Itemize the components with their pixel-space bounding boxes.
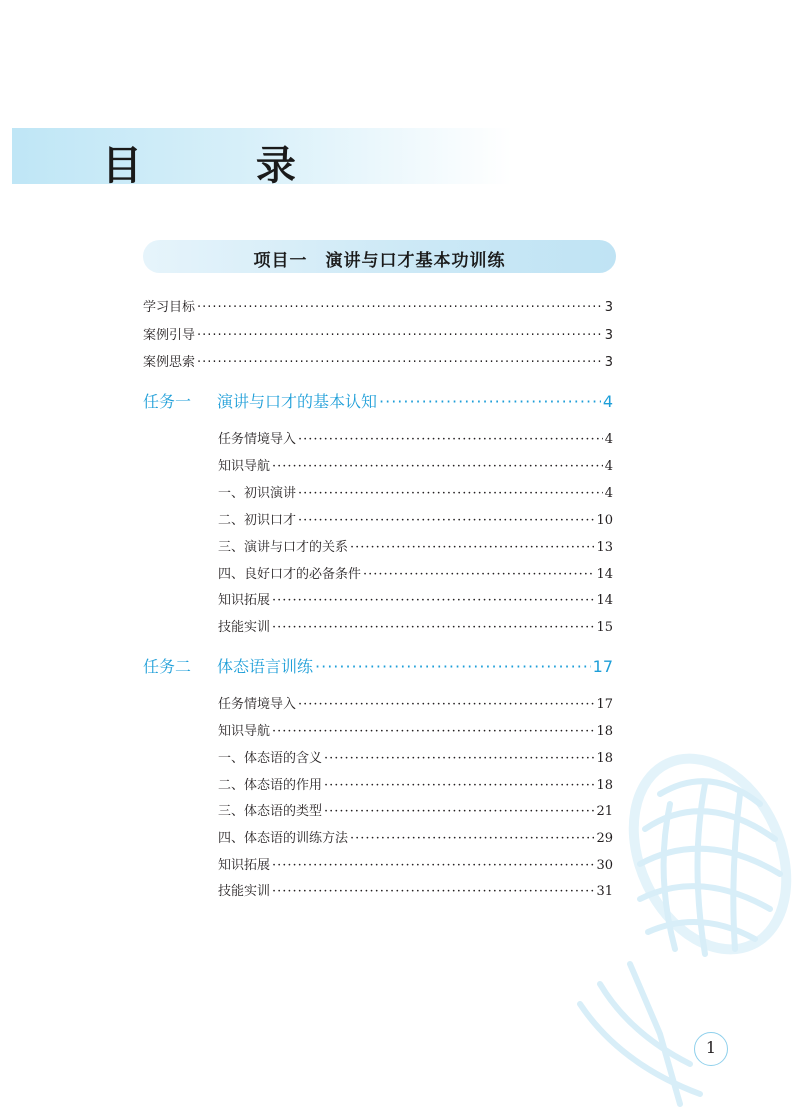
toc-subentry-page: 4 — [604, 486, 613, 501]
toc-entry-page: 3 — [604, 355, 613, 370]
toc-subentry-page: 14 — [596, 593, 613, 608]
dot-leader — [197, 355, 603, 370]
toc-subentry-page: 14 — [596, 567, 613, 582]
toc-subentry-label: 技能实训 — [218, 620, 271, 635]
toc-subentry[interactable] — [218, 563, 613, 582]
toc-subentry-label: 一、初识演讲 — [218, 486, 297, 501]
dot-leader — [298, 513, 594, 528]
toc-subentry[interactable] — [218, 482, 613, 501]
dot-leader — [197, 328, 603, 343]
microphone-watermark-icon — [540, 734, 800, 1114]
page-title: 目 录 — [102, 143, 346, 189]
toc-subentry-page: 21 — [596, 804, 613, 819]
toc-entry-page: 3 — [604, 328, 613, 343]
toc-subentry-page: 31 — [596, 884, 613, 899]
dot-leader — [363, 567, 594, 582]
toc-subentry-label: 技能实训 — [218, 884, 271, 899]
dot-leader — [197, 300, 603, 315]
toc-subentry-page: 18 — [596, 724, 613, 739]
dot-leader — [272, 593, 594, 608]
toc-entry-page: 3 — [604, 300, 613, 315]
page-number: 1 — [694, 1032, 728, 1066]
toc-subentry-page: 18 — [596, 751, 613, 766]
toc-subentry-label: 三、体态语的类型 — [218, 804, 323, 819]
toc-subentry-page: 18 — [596, 778, 613, 793]
toc-subentry-label: 一、体态语的含义 — [218, 751, 323, 766]
dot-leader — [298, 432, 603, 447]
dot-leader — [272, 620, 594, 635]
toc-subentry-page: 13 — [596, 540, 613, 555]
toc-subentry-label: 知识拓展 — [218, 593, 271, 608]
toc-entry-case-guide[interactable] — [143, 324, 613, 343]
dot-leader — [315, 657, 591, 676]
toc-subentry-label: 二、初识口才 — [218, 513, 297, 528]
toc-subentry-label: 知识拓展 — [218, 858, 271, 873]
toc-subentry[interactable] — [218, 616, 613, 635]
dot-leader — [298, 697, 594, 712]
toc-subentry-label: 三、演讲与口才的关系 — [218, 540, 349, 555]
toc-subentry[interactable] — [218, 509, 613, 528]
task-number: 任务二 — [143, 657, 192, 676]
toc-entry-case-reflection[interactable] — [143, 351, 613, 370]
toc-subentry-label: 二、体态语的作用 — [218, 778, 323, 793]
dot-leader — [350, 540, 594, 555]
toc-subentry[interactable] — [218, 589, 613, 608]
toc-subentry[interactable] — [218, 455, 613, 474]
task-page: 17 — [592, 657, 613, 676]
toc-subentry-page: 10 — [596, 513, 613, 528]
toc-subentry-label: 四、体态语的训练方法 — [218, 831, 349, 846]
toc-subentry[interactable] — [218, 536, 613, 555]
toc-subentry-page: 4 — [604, 432, 613, 447]
toc-subentry-page: 4 — [604, 459, 613, 474]
toc-subentry-label: 任务情境导入 — [218, 432, 297, 447]
toc-subentry-label: 四、良好口才的必备条件 — [218, 567, 362, 582]
dot-leader — [272, 459, 603, 474]
dot-leader — [298, 486, 603, 501]
toc-entry-label: 案例引导 — [143, 328, 196, 343]
toc-task-one[interactable] — [143, 389, 613, 412]
toc-subentry-label: 任务情境导入 — [218, 697, 297, 712]
toc-subentry-page: 30 — [596, 858, 613, 873]
task-number: 任务一 — [143, 392, 192, 411]
task-title: 体态语言训练 — [217, 657, 314, 676]
toc-subentry-page: 15 — [596, 620, 613, 635]
task-page: 4 — [602, 392, 613, 411]
toc-task-two[interactable] — [143, 654, 613, 677]
toc-entry-learning-goals[interactable] — [143, 296, 613, 315]
project-title: 项目一 演讲与口才基本功训练 — [253, 251, 506, 271]
project-banner — [143, 240, 616, 273]
toc-subentry-page: 17 — [596, 697, 613, 712]
toc-subentry[interactable] — [218, 428, 613, 447]
dot-leader — [379, 392, 601, 411]
toc-subentry-page: 29 — [596, 831, 613, 846]
toc-subentry-label: 知识导航 — [218, 724, 271, 739]
task-title: 演讲与口才的基本认知 — [217, 392, 378, 411]
toc-entry-label: 案例思索 — [143, 355, 196, 370]
toc-subentry[interactable] — [218, 693, 613, 712]
toc-entry-label: 学习目标 — [143, 300, 196, 315]
toc-subentry-label: 知识导航 — [218, 459, 271, 474]
